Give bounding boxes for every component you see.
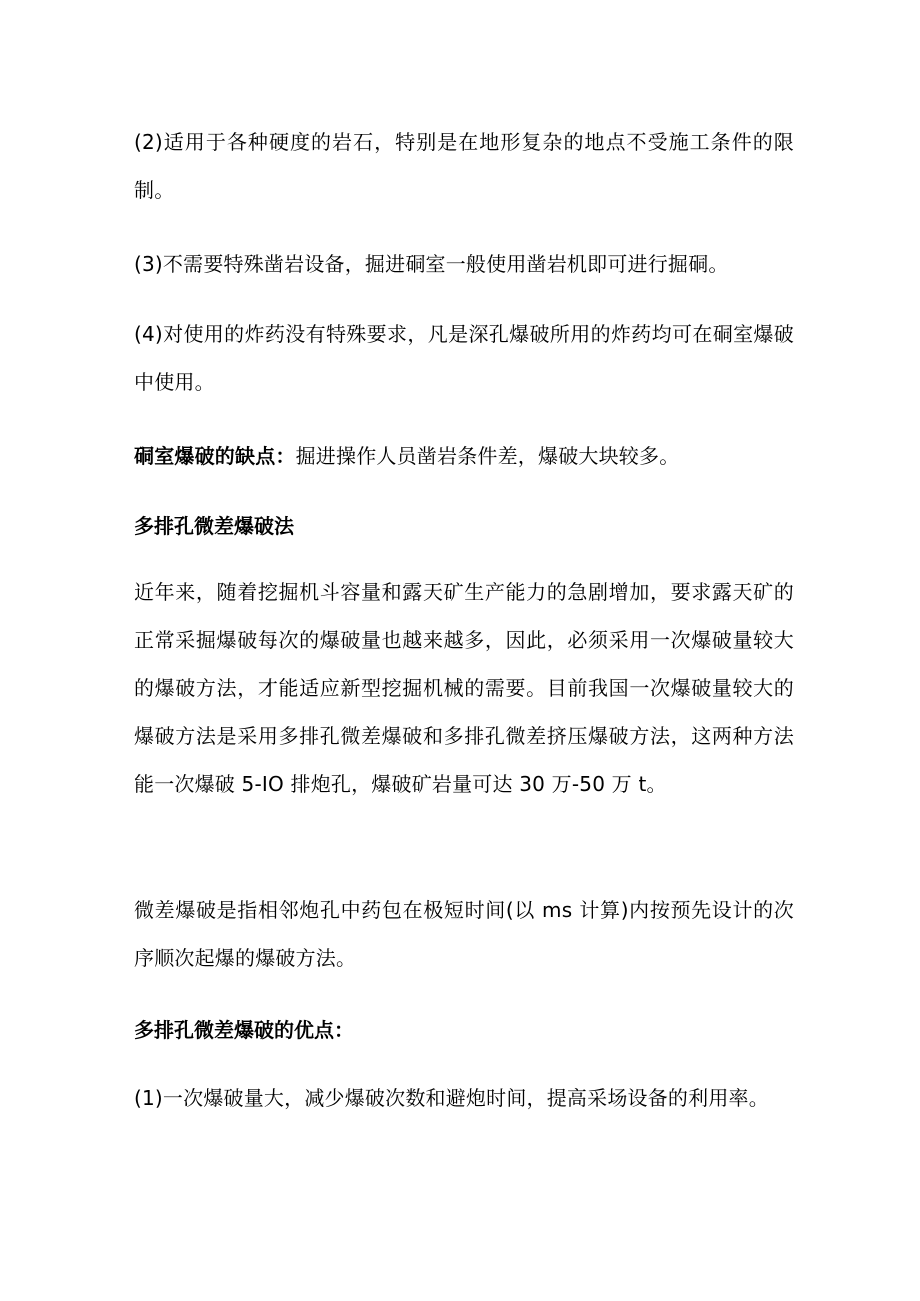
- paragraph-advantage-1: (1)一次爆破量大，减少爆破次数和避炮时间，提高采场设备的利用率。: [134, 1086, 769, 1110]
- paragraph-explosive: (4)对使用的炸药没有特殊要求，凡是深孔爆破所用的炸药均可在硐室爆破中使用。: [134, 322, 794, 394]
- paragraph-disadvantage: [134, 432, 794, 480]
- section-heading-advantages: 多排孔微差爆破的优点：: [134, 1018, 354, 1042]
- section-heading-multi-row-blasting: 多排孔微差爆破法: [134, 514, 294, 538]
- paragraph-equipment: (3)不需要特殊凿岩设备，掘进硐室一般使用凿岩机即可进行掘硐。: [134, 252, 729, 276]
- paragraph-intro: 近年来，随着挖掘机斗容量和露天矿生产能力的急剧增加，要求露天矿的正常采掘爆破每次的爆破量也越来越多，因此，必须采用一次爆破量较大的爆破方法，才能适应新型挖掘机械的需要。目前我国一次爆破量较大的爆破方法是采用多排孔微差爆破和多排孔微差挤压爆破方法，这两种方法能一次爆破 5-IO 排炮孔，爆破矿岩量可达 30 万-50 万 t。: [134, 580, 794, 796]
- disadvantage-label: 硐室爆破的缺点：: [134, 444, 296, 468]
- paragraph-definition: 微差爆破是指相邻炮孔中药包在极短时间(以 ms 计算)内按预先设计的次序顺次起爆的爆破方法。: [134, 898, 794, 970]
- paragraph-hardness: (2)适用于各种硬度的岩石，特别是在地形复杂的地点不受施工条件的限制。: [134, 130, 794, 202]
- disadvantage-text: 掘进操作人员凿岩条件差，爆破大块较多。: [295, 444, 680, 468]
